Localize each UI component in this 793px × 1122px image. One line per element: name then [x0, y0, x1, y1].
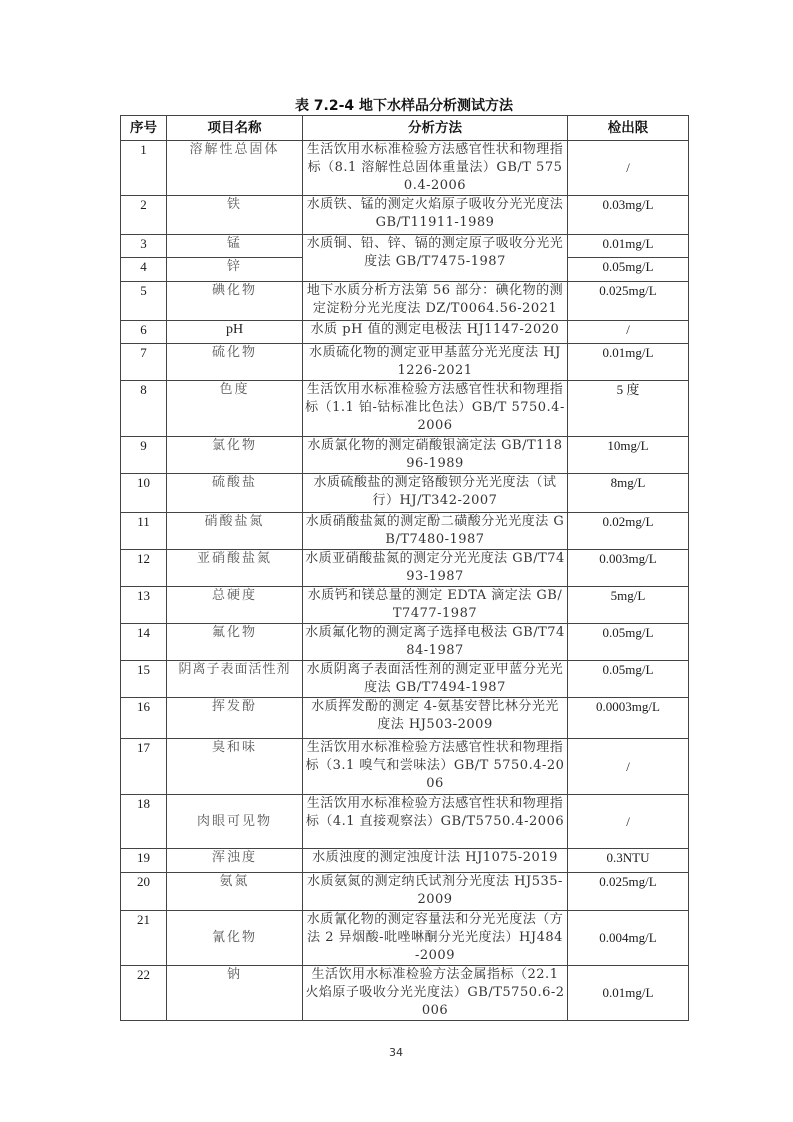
- header-method: 分析方法: [303, 116, 568, 141]
- row-limit: 8mg/L: [568, 474, 689, 513]
- row-limit: 0.02mg/L: [568, 513, 689, 550]
- row-limit: 0.3NTU: [568, 849, 689, 873]
- row-method: 水质亚硝酸盐氮的测定分光光度法 GB/T7493-1987: [303, 550, 568, 587]
- row-method: 水质阴离子表面活性剂的测定亚甲蓝分光光度法 GB/T7494-1987: [303, 661, 568, 698]
- row-limit: 5mg/L: [568, 587, 689, 624]
- table-row: [121, 141, 689, 196]
- row-method: 生活饮用水标准检验方法感官性状和物理指标（4.1 直接观察法）GB/T5750.4-2006: [303, 795, 568, 849]
- row-no: 14: [121, 624, 167, 661]
- row-limit: 0.025mg/L: [568, 282, 689, 321]
- row-limit: /: [568, 739, 689, 795]
- row-name: 铁: [167, 196, 303, 235]
- row-no: 22: [121, 966, 167, 1021]
- row-limit: 0.01mg/L: [568, 966, 689, 1021]
- row-no: 12: [121, 550, 167, 587]
- row-method: 生活饮用水标准检验方法金属指标（22.1 火焰原子吸收分光光度法）GB/T5750.6-2006: [303, 966, 568, 1021]
- table-row: [121, 624, 689, 661]
- row-limit: 10mg/L: [568, 437, 689, 474]
- table-row: [121, 196, 689, 235]
- row-name: 色度: [167, 381, 303, 437]
- row-limit: /: [568, 321, 689, 344]
- row-name: 硫酸盐: [167, 474, 303, 513]
- row-method: 水质硝酸盐氮的测定酚二磺酸分光光度法 GB/T7480-1987: [303, 513, 568, 550]
- row-method: 水质硫酸盐的测定铬酸钡分光光度法（试行）HJ/T342-2007: [303, 474, 568, 513]
- row-no: 17: [121, 739, 167, 795]
- row-limit: 0.004mg/L: [568, 911, 689, 966]
- row-no: 3: [121, 235, 167, 258]
- row-name: 氟化物: [167, 624, 303, 661]
- table-row: [121, 550, 689, 587]
- row-method: 水质硫化物的测定亚甲基蓝分光光度法 HJ1226-2021: [303, 344, 568, 381]
- row-name: 挥发酚: [167, 698, 303, 739]
- row-limit: 0.003mg/L: [568, 550, 689, 587]
- table-row: [121, 795, 689, 849]
- row-method: 水质 pH 值的测定电极法 HJ1147-2020: [303, 321, 568, 344]
- header-name: 项目名称: [167, 116, 303, 141]
- table-row: [121, 587, 689, 624]
- table-row: [121, 698, 689, 739]
- row-no: 6: [121, 321, 167, 344]
- row-method: 水质氨氮的测定纳氏试剂分光度法 HJ535-2009: [303, 873, 568, 911]
- row-name: 硝酸盐氮: [167, 513, 303, 550]
- row-name: 氨氮: [167, 873, 303, 911]
- row-no: 10: [121, 474, 167, 513]
- row-no: 4: [121, 258, 167, 282]
- row-limit: 0.01mg/L: [568, 235, 689, 258]
- table-row: [121, 966, 689, 1021]
- row-method: 地下水质分析方法第 56 部分：碘化物的测定淀粉分光光度法 DZ/T0064.56-2021: [303, 282, 568, 321]
- row-no: 9: [121, 437, 167, 474]
- row-limit: 0.01mg/L: [568, 344, 689, 381]
- table-row: [121, 513, 689, 550]
- header-no: 序号: [121, 116, 167, 141]
- row-name: 碘化物: [167, 282, 303, 321]
- analysis-methods-table: [120, 115, 689, 1021]
- row-limit: /: [568, 141, 689, 196]
- table-row: [121, 873, 689, 911]
- row-name: pH: [167, 321, 303, 344]
- row-method: 水质钙和镁总量的测定 EDTA 滴定法 GB/T7477-1987: [303, 587, 568, 624]
- row-limit: 0.025mg/L: [568, 873, 689, 911]
- row-limit: 0.05mg/L: [568, 624, 689, 661]
- table-row: [121, 321, 689, 344]
- table-row: [121, 849, 689, 873]
- table-row: [121, 474, 689, 513]
- row-no: 1: [121, 141, 167, 196]
- row-method: 生活饮用水标准检验方法感官性状和物理指标（8.1 溶解性总固体重量法）GB/T 5750.4-2006: [303, 141, 568, 196]
- row-no: 21: [121, 911, 167, 966]
- row-limit: 5 度: [568, 381, 689, 437]
- row-name: 钠: [167, 966, 303, 1021]
- row-method: 水质氯化物的测定硝酸银滴定法 GB/T11896-1989: [303, 437, 568, 474]
- row-name: 锌: [167, 258, 303, 282]
- row-name: 浑浊度: [167, 849, 303, 873]
- row-method: 生活饮用水标准检验方法感官性状和物理指标（1.1 铂-钴标准比色法）GB/T 5750.4-2006: [303, 381, 568, 437]
- row-limit: 0.03mg/L: [568, 196, 689, 235]
- row-name: 亚硝酸盐氮: [167, 550, 303, 587]
- row-method: 水质挥发酚的测定 4-氨基安替比林分光光度法 HJ503-2009: [303, 698, 568, 739]
- table-row: [121, 344, 689, 381]
- table-row: [121, 235, 689, 258]
- row-no: 16: [121, 698, 167, 739]
- row-method: 水质铁、锰的测定火焰原子吸收分光光度法 GB/T11911-1989: [303, 196, 568, 235]
- table-row: [121, 381, 689, 437]
- row-name: 锰: [167, 235, 303, 258]
- table-row: [121, 911, 689, 966]
- row-method: 生活饮用水标准检验方法感官性状和物理指标（3.1 嗅气和尝味法）GB/T 5750.4-2006: [303, 739, 568, 795]
- row-no: 18: [121, 795, 167, 849]
- table-row: [121, 739, 689, 795]
- table-caption: 表 7.2-4 地下水样品分析测试方法: [294, 98, 514, 114]
- row-name: 硫化物: [167, 344, 303, 381]
- row-name: 臭和味: [167, 739, 303, 795]
- row-method: 水质氰化物的测定容量法和分光光度法（方法 2 异烟酸-吡唑啉酮分光光度法）HJ484-2009: [303, 911, 568, 966]
- row-limit: 0.0003mg/L: [568, 698, 689, 739]
- row-limit: /: [568, 795, 689, 849]
- row-name: 溶解性总固体: [167, 141, 303, 196]
- row-no: 20: [121, 873, 167, 911]
- row-no: 13: [121, 587, 167, 624]
- row-method: 水质氟化物的测定离子选择电极法 GB/T7484-1987: [303, 624, 568, 661]
- row-no: 19: [121, 849, 167, 873]
- row-name: 总硬度: [167, 587, 303, 624]
- row-name: 氰化物: [167, 911, 303, 966]
- row-no: 8: [121, 381, 167, 437]
- row-no: 11: [121, 513, 167, 550]
- row-limit: 0.05mg/L: [568, 258, 689, 282]
- row-name: 肉眼可见物: [167, 795, 303, 849]
- row-name: 氯化物: [167, 437, 303, 474]
- row-limit: 0.05mg/L: [568, 661, 689, 698]
- table-row: [121, 661, 689, 698]
- row-name: 阴离子表面活性剂: [167, 661, 303, 698]
- page-number: 34: [389, 1046, 403, 1059]
- header-row: [121, 116, 689, 141]
- row-no: 7: [121, 344, 167, 381]
- table-row: [121, 437, 689, 474]
- row-method: 水质浊度的测定浊度计法 HJ1075-2019: [303, 849, 568, 873]
- header-limit: 检出限: [568, 116, 689, 141]
- row-method: 水质铜、铅、锌、镉的测定原子吸收分光光度法 GB/T7475-1987: [303, 235, 568, 282]
- row-no: 2: [121, 196, 167, 235]
- row-no: 15: [121, 661, 167, 698]
- table-row: [121, 282, 689, 321]
- row-no: 5: [121, 282, 167, 321]
